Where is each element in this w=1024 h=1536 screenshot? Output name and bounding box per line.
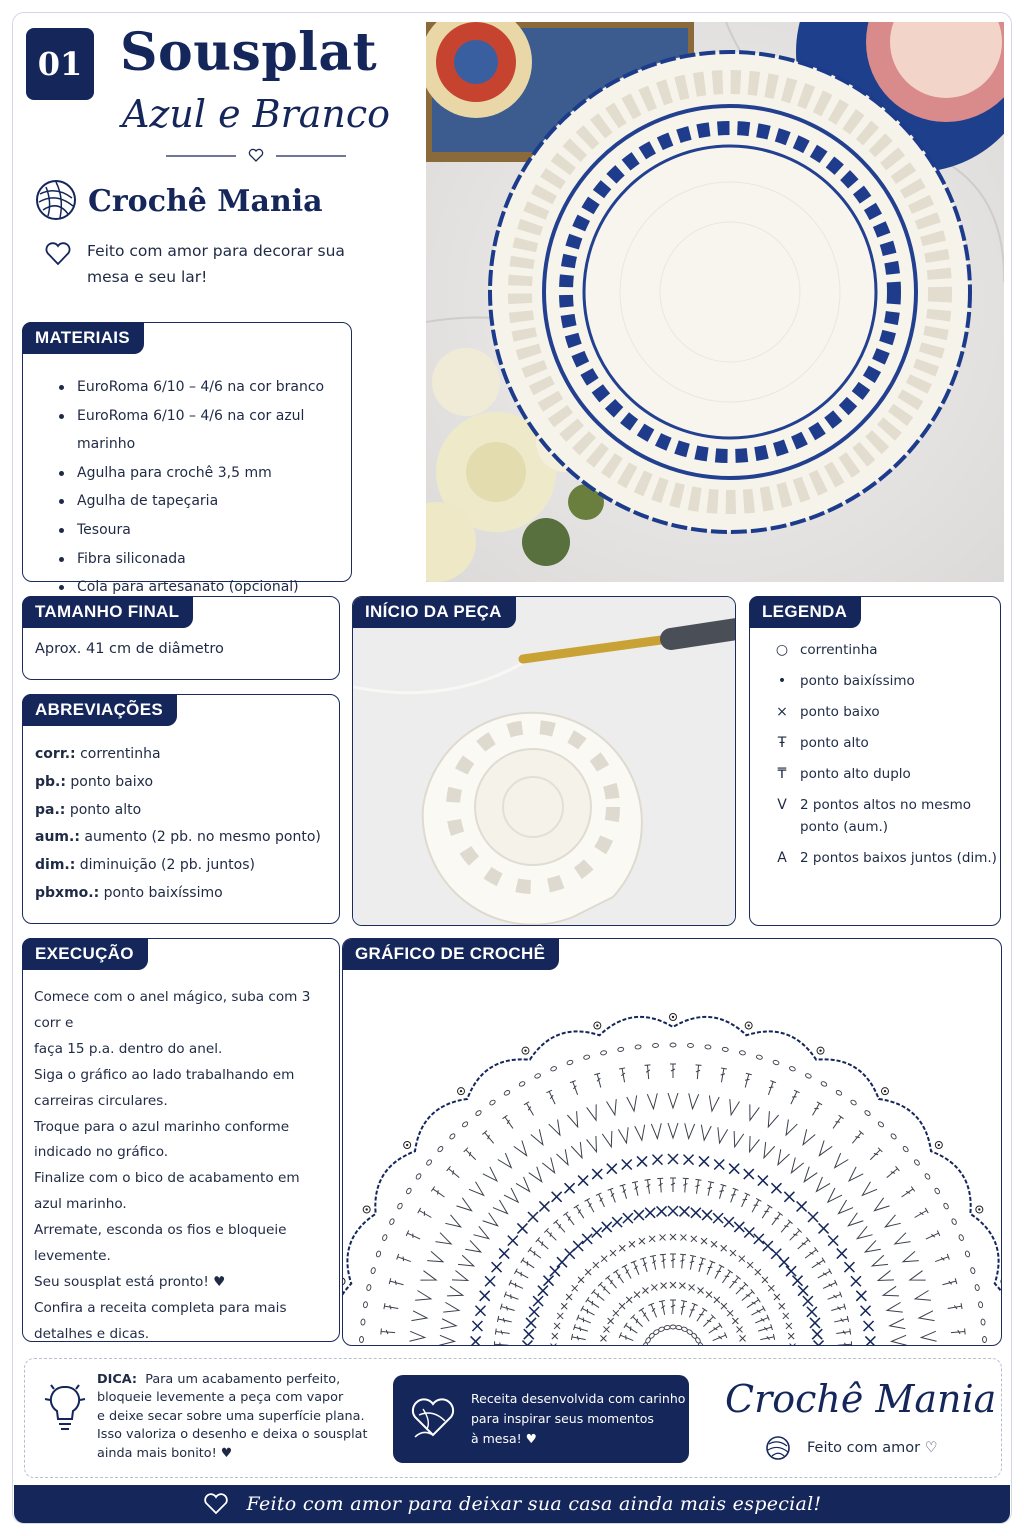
list-item: Cola para artesanato (opcional) [55,573,351,602]
list-item: EuroRoma 6/10 – 4/6 na cor azul marinho [55,402,351,459]
list-item: aum.: aumento (2 pb. no mesmo ponto) [35,829,321,846]
list-item: EuroRoma 6/10 – 4/6 na cor branco [55,373,351,402]
yarn-ball-small-icon [765,1435,791,1461]
tagline: Feito com amor para decorar sua mesa e seu lar! [87,242,345,286]
materials-card [22,322,352,596]
legend-card [749,596,1001,926]
abbreviations-heading: ABREVIAÇÕES [22,694,177,726]
start-photo [353,597,736,926]
legend-item: × ponto baixo [764,701,1004,723]
chart-card [342,938,1002,1346]
yarn-ball-icon [34,178,78,222]
materials-list [55,373,351,602]
abbreviations-list [35,741,321,908]
size-text: Aprox. 41 cm de diâmetro [35,641,224,657]
legend-item: • ponto baixíssimo [764,670,1004,692]
legend-list [764,639,1004,878]
recipe-number: 01 [26,28,94,100]
legend-item: V 2 pontos altos no mesmo ponto (aum.) [764,794,1004,838]
tip-text: DICA: Para um acabamento perfeito, bloqueie levemente a peça com vapor e deixe secar sobre uma superfície plana. Isso valoriza o desenho e deixa o sousplat ainda mais bonito! ♥ [97,1372,368,1461]
brand-name: Crochê Mania [88,184,323,219]
treble-crochet-icon: ₸ [777,766,787,782]
heart-outline-icon [203,1493,229,1515]
chain-stitch-icon: ○ [775,642,789,658]
heart-divider-icon [166,146,346,166]
legend-item: ○ correntinha [764,639,1004,661]
list-item: corr.: correntinha [35,746,161,762]
execution-card [22,938,340,1342]
list-item: pa.: ponto alto [35,801,142,818]
list-item: Agulha para crochê 3,5 mm [55,459,351,488]
execution-text: Comece com o anel mágico, suba com 3 corr e faça 15 p.a. dentro do anel. Siga o gráfico ao lado trabalhando em carreiras circulares. Troque para o azul marinho conforme indicado no gráfico. Finalize com o bico de acabamento em azul marinho. Arremate, esconda os fios e bloqueie levemente. Seu sousplat está pronto! ♥ Confira a receita completa para mais detalhes e dicas. [34,989,311,1342]
footer-text: Feito com amor para deixar sua casa ainda mais especial! [246,1493,822,1515]
size-card [22,596,340,680]
recipe-box [393,1375,689,1463]
page-subtitle: Azul e Branco [121,92,391,136]
double-crochet-icon: Ŧ [777,735,787,751]
legend-heading: LEGENDA [749,596,861,628]
legend-item: A 2 pontos baixos juntos (dim.) [764,847,1004,869]
execution-heading: EXECUÇÃO [22,938,148,970]
materials-heading: MATERIAIS [22,322,144,354]
start-heading: INÍCIO DA PEÇA [352,596,516,628]
slip-stitch-icon: • [777,673,787,689]
list-item: pbxmo.: ponto baixíssimo [35,884,223,901]
list-item: Tesoura [55,516,351,545]
legend-item: ₸ ponto alto duplo [764,763,1004,785]
heart-yarn-icon [409,1395,459,1441]
hero-photo [426,22,1004,582]
list-item: Agulha de tapeçaria [55,487,351,516]
tip-strip [24,1358,1002,1478]
heart-icon [44,241,72,267]
legend-item: Ŧ ponto alto [764,732,1004,754]
signature-sub: Feito com amor ♡ [807,1440,938,1456]
crochet-chart-diagram [343,939,1002,1346]
increase-icon: V [777,797,787,813]
start-card [352,596,736,926]
list-item: pb.: ponto baixo [35,773,154,790]
chart-heading: GRÁFICO DE CROCHÊ [342,938,559,970]
recipe-text: Receita desenvolvida com carinho para inspirar seus momentos à mesa! ♥ [471,1391,686,1446]
abbreviations-card [22,694,340,924]
decrease-icon: A [777,850,787,866]
tip-label: DICA: [97,1372,138,1387]
list-item: Fibra siliconada [55,545,351,574]
size-heading: TAMANHO FINAL [22,596,193,628]
footer-banner [14,1485,1010,1523]
list-item: dim.: diminuição (2 pb. juntos) [35,857,255,874]
signature-brand: Crochê Mania [725,1377,997,1421]
single-crochet-icon: × [776,704,788,720]
lightbulb-icon [43,1381,87,1435]
page-title: Sousplat [120,22,378,83]
